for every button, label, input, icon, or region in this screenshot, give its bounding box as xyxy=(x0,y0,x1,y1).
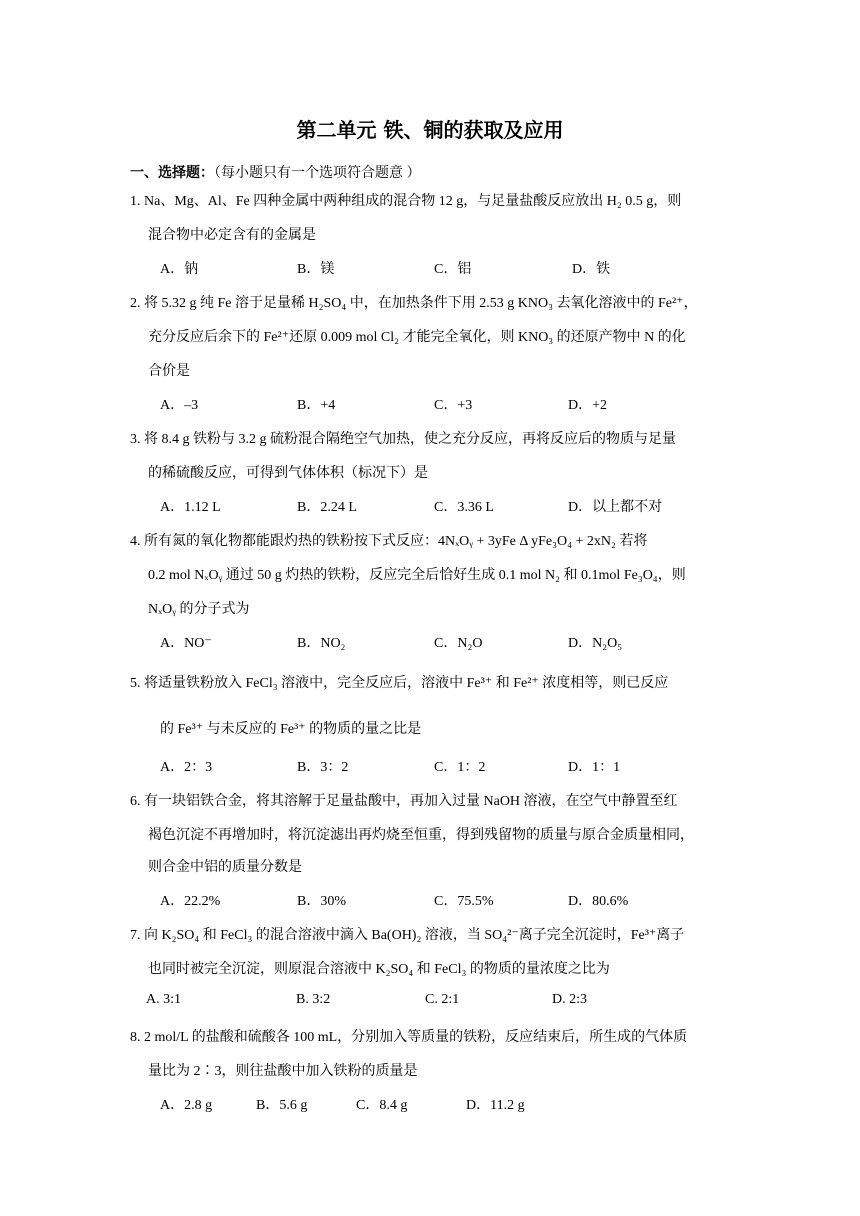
question-6-option-b: B．30% xyxy=(297,894,346,909)
question-3-option-b: B．2.24 L xyxy=(297,500,357,515)
question-2-option-b: B．+4 xyxy=(297,398,336,413)
question-3-option-d: D．以上都不对 xyxy=(568,500,663,515)
question-3-option-a: A．1.12 L xyxy=(160,500,221,515)
question-2-line-2: 充分反应后余下的 Fe²⁺还原 0.009 mol Cl₂ 才能完全氧化，则 KNO₃ 的还原产物中 N 的化 xyxy=(148,330,686,345)
question-8-line-1: 8. 2 mol/L 的盐酸和硫酸各 100 mL，分别加入等质量的铁粉，反应结束后，所生成的气体质 xyxy=(130,1030,688,1045)
question-4-option-a: A．NO⁻ xyxy=(160,636,212,651)
question-6-option-d: D．80.6% xyxy=(568,894,629,909)
question-6-option-c: C．75.5% xyxy=(434,894,494,909)
question-8-line-2: 量比为 2∶3，则往盐酸中加入铁粉的质量是 xyxy=(148,1064,418,1079)
question-7-option-d: D. 2:3 xyxy=(552,992,587,1007)
question-4-line-2: 0.2 mol NₓOᵧ 通过 50 g 灼热的铁粉，反应完全后恰好生成 0.1 mol N₂ 和 0.1mol Fe₃O₄，则 xyxy=(148,568,686,583)
question-1-line-2: 混合物中必定含有的金属是 xyxy=(148,228,316,243)
question-1-option-d: D．铁 xyxy=(572,262,611,277)
question-6-line-1: 6. 有一块铝铁合金，将其溶解于足量盐酸中，再加入过量 NaOH 溶液，在空气中静置至红 xyxy=(130,794,678,809)
question-2-line-1: 2. 将 5.32 g 纯 Fe 溶于足量稀 H₂SO₄ 中，在加热条件下用 2.53 g KNO₃ 去氧化溶液中的 Fe²⁺， xyxy=(130,296,698,311)
question-7-option-c: C. 2:1 xyxy=(425,992,460,1007)
question-6-line-2: 褐色沉淀不再增加时，将沉淀滤出再灼烧至恒重，得到残留物的质量与原合金质量相同， xyxy=(148,828,694,843)
question-8-option-d: D．11.2 g xyxy=(466,1098,525,1113)
question-7-option-b: B. 3:2 xyxy=(296,992,331,1007)
question-1-option-b: B．镁 xyxy=(297,262,335,277)
question-8-option-c: C．8.4 g xyxy=(356,1098,408,1113)
question-5-option-a: A．2：3 xyxy=(160,760,213,775)
section-label: 一、选择题： xyxy=(130,165,214,181)
question-3-line-1: 3. 将 8.4 g 铁粉与 3.2 g 硫粉混合隔绝空气加热，使之充分反应，再将反应后的物质与足量 xyxy=(130,432,676,447)
question-3-line-2: 的稀硫酸反应，可得到气体体积（标况下）是 xyxy=(148,466,428,481)
question-6-option-a: A．22.2% xyxy=(160,894,221,909)
question-7-option-a: A. 3:1 xyxy=(146,992,181,1007)
question-7-line-2: 也同时被完全沉淀，则原混合溶液中 K₂SO₄ 和 FeCl₃ 的物质的量浓度之比为 xyxy=(148,962,610,977)
question-4-option-d: D．N₂O₅ xyxy=(568,636,623,651)
question-2-option-c: C．+3 xyxy=(434,398,473,413)
question-5-option-d: D．1：1 xyxy=(568,760,621,775)
question-5-option-b: B．3：2 xyxy=(297,760,349,775)
question-3-option-c: C．3.36 L xyxy=(434,500,494,515)
question-5-line-1: 5. 将适量铁粉放入 FeCl₃ 溶液中，完全反应后，溶液中 Fe³⁺ 和 Fe²⁺ 浓度相等，则已反应 xyxy=(130,676,669,691)
question-1-option-c: C．铝 xyxy=(434,262,472,277)
question-4-line-3: NₓOᵧ 的分子式为 xyxy=(148,602,250,617)
section-note: （每小题只有一个选项符合题意 ） xyxy=(214,166,421,181)
question-2-line-3: 合价是 xyxy=(148,364,190,379)
question-8-option-b: B．5.6 g xyxy=(256,1098,308,1113)
question-8-option-a: A．2.8 g xyxy=(160,1098,213,1113)
section-heading xyxy=(130,162,421,182)
question-7-line-1: 7. 向 K₂SO₄ 和 FeCl₃ 的混合溶液中滴入 Ba(OH)₂ 溶液，当 SO₄²⁻离子完全沉淀时，Fe³⁺离子 xyxy=(130,928,685,943)
page-title: 第二单元 铁、铜的获取及应用 xyxy=(296,118,564,142)
question-2-option-a: A．–3 xyxy=(160,398,199,413)
question-5-line-2: 的 Fe³⁺ 与未反应的 Fe³⁺ 的物质的量之比是 xyxy=(160,722,422,737)
question-4-option-b: B．NO₂ xyxy=(297,636,346,651)
question-5-option-c: C．1：2 xyxy=(434,760,486,775)
question-4-line-1: 4. 所有氮的氧化物都能跟灼热的铁粉按下式反应：4NₓOᵧ + 3yFe Δ yFe₃O₄ + 2xN₂ 若将 xyxy=(130,534,648,549)
question-1-option-a: A．钠 xyxy=(160,262,199,277)
question-1-line-1: 1. Na、Mg、Al、Fe 四种金属中两种组成的混合物 12 g，与足量盐酸反应放出 H₂ 0.5 g，则 xyxy=(130,194,682,209)
question-4-option-c: C．N₂O xyxy=(434,636,483,651)
question-2-option-d: D．+2 xyxy=(568,398,608,413)
question-6-line-3: 则合金中铝的质量分数是 xyxy=(148,860,302,875)
